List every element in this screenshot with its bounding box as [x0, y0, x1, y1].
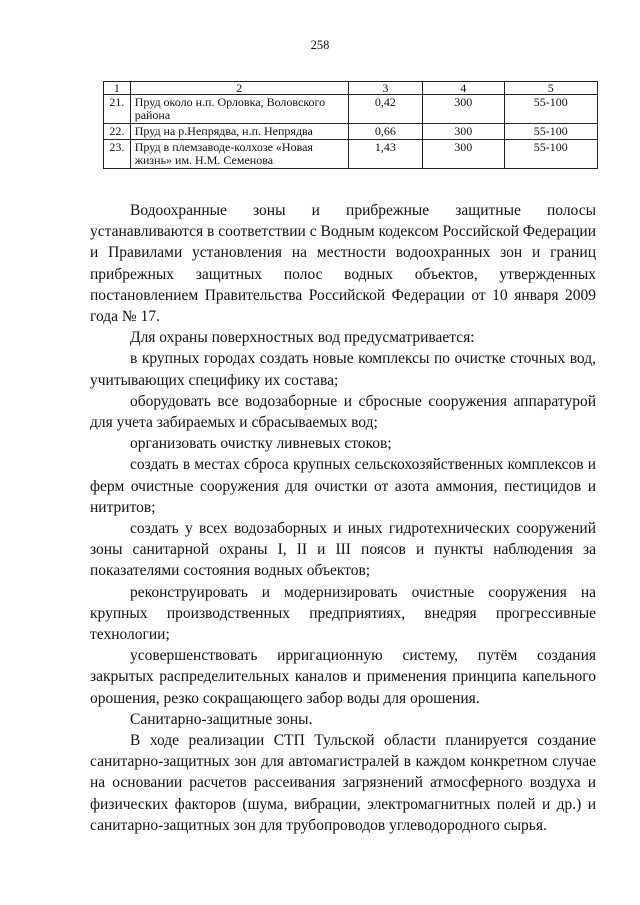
paragraph-list-item: оборудовать все водозаборные и сбросные сооружения аппаратурой для учета забираемых и сбрасываемых вод;: [90, 392, 596, 432]
header-cell-3: 3: [348, 82, 422, 95]
table-row: [104, 95, 598, 124]
row-strip-width-cell: 55-100: [504, 140, 597, 169]
row-strip-width-cell: 55-100: [504, 124, 597, 140]
row-number-cell: 23.: [104, 140, 131, 169]
paragraph-list-item: организовать очистку ливневых стоков;: [130, 435, 392, 453]
section-heading-sanitary-zones: Санитарно-защитные зоны.: [130, 710, 313, 728]
header-cell-5: 5: [504, 82, 597, 95]
header-cell-1: 1: [104, 82, 131, 95]
paragraph-list-item: в крупных городах создать новые комплексы по очистке сточных вод, учитывающих специфику их состава;: [90, 350, 596, 389]
row-name-cell: Пруд в племзаводе-колхозе «Новая жизнь» им. Н.М. Семенова: [130, 140, 348, 169]
header-cell-2: 2: [130, 82, 348, 95]
paragraph-water-protection-zones: Водоохранные зоны и прибрежные защитные полосы устанавливаются в соответствии с Водным кодексом Российской Федерации и Правилами установления на местности водоохранных зон и границ прибрежных защитных полос водных объектов, утвержденных постановлением Правительства Российской Федерации от 10 января 2009 года № 17.: [90, 202, 596, 326]
row-number-cell: 21.: [104, 95, 131, 124]
row-area-cell: 0,66: [348, 124, 422, 140]
row-strip-width-cell: 55-100: [504, 95, 597, 124]
row-zone-width-cell: 300: [422, 140, 504, 169]
body-text: [90, 200, 596, 836]
row-number-cell: 22.: [104, 124, 131, 140]
row-zone-width-cell: 300: [422, 124, 504, 140]
paragraph-list-item: создать в местах сброса крупных сельскохозяйственных комплексов и ферм очистные сооружения для очистки от азота аммония, пестицидов и нитритов;: [90, 456, 596, 516]
row-area-cell: 1,43: [348, 140, 422, 169]
row-name-cell: Пруд около н.п. Орловка, Воловского района: [130, 95, 348, 124]
water-bodies-table: [103, 81, 598, 169]
table-row: [104, 140, 598, 169]
paragraph-list-item: реконструировать и модернизировать очистные сооружения на крупных производственных предприятиях, внедряя прогрессивные технологии;: [90, 583, 596, 644]
table-header-row: [104, 82, 598, 95]
paragraph-surface-water-intro: Для охраны поверхностных вод предусматривается:: [130, 329, 475, 347]
paragraph-list-item: создать у всех водозаборных и иных гидротехнических сооружений зоны санитарной охраны I, II и III поясов и пункты наблюдения за показателями состояния водных объектов;: [90, 520, 596, 580]
paragraph-list-item: усовершенствовать ирригационную систему, путём создания закрытых распределительных каналов и применения принципа капельного орошения, резко сокращающего забор воды для орошения.: [90, 647, 596, 707]
page-number: 258: [310, 38, 330, 52]
paragraph-sanitary-zones: В ходе реализации СТП Тульской области планируется создание санитарно-защитных зон для автомагистралей в каждом конкретном случае на основании расчетов рассеивания загрязнений атмосферного воздуха и физических факторов (шума, вибрации, электромагнитных полей и др.) и санитарно-защитных зон для трубопроводов углеводородного сырья.: [90, 732, 596, 834]
row-name-cell: Пруд на р.Непрядва, н.п. Непрядва: [130, 124, 348, 140]
header-cell-4: 4: [422, 82, 504, 95]
row-area-cell: 0,42: [348, 95, 422, 124]
row-zone-width-cell: 300: [422, 95, 504, 124]
table-row: [104, 124, 598, 140]
